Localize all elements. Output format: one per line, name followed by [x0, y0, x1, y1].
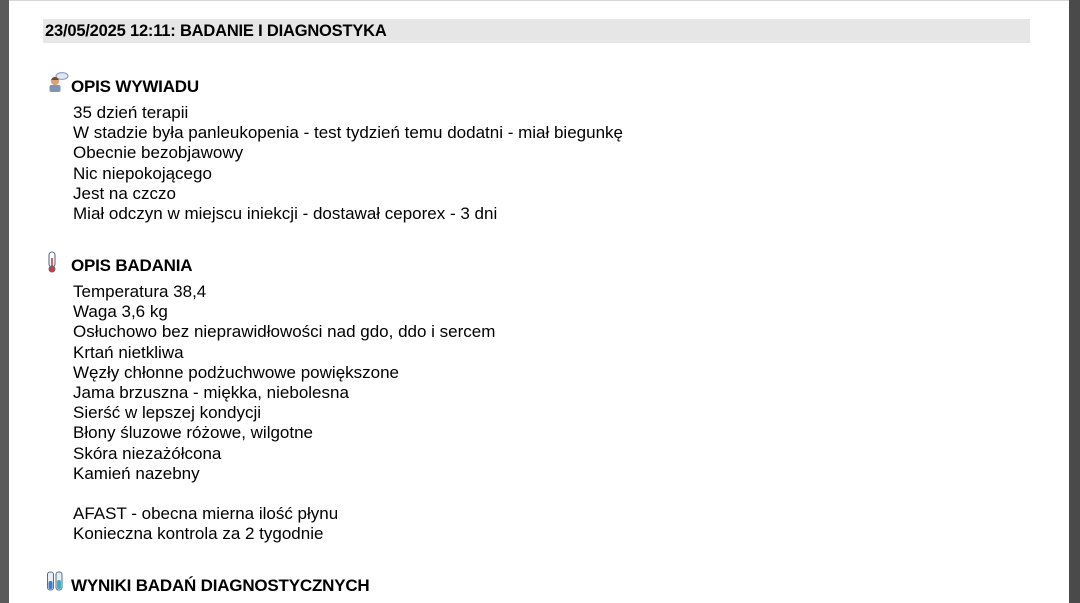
visit-header	[45, 20, 387, 42]
page-edge-shadow	[1069, 0, 1080, 603]
test-tubes-icon	[46, 570, 70, 594]
visit-title: BADANIE I DIAGNOSTYKA	[179, 22, 387, 40]
interview-lines	[73, 103, 623, 224]
examination-line: AFAST - obecna mierna ilość płynu	[73, 504, 339, 524]
examination-line: Skóra niezażółcona	[73, 443, 222, 463]
examination-line: Kamień nazebny	[73, 463, 200, 483]
examination-line	[73, 484, 495, 504]
examination-title: OPIS BADANIA	[71, 256, 193, 275]
examination-line: Węzły chłonne podżuchwowe powiększone	[73, 362, 400, 382]
page-top-border	[9, 0, 1069, 1]
examination-line: Osłuchowo bez nieprawidłowości nad gdo, ddo i sercem	[73, 322, 496, 342]
examination-line: Waga 3,6 kg	[73, 302, 168, 322]
interview-line: Obecnie bezobjawowy	[73, 143, 244, 163]
visit-date-time: 23/05/2025 12:11:	[45, 22, 176, 40]
examination-lines	[73, 282, 495, 544]
diagnostics-title: WYNIKI BADAŃ DIAGNOSTYCZNYCH	[71, 576, 370, 595]
interview-line: Jest na czczo	[73, 183, 176, 203]
examination-line: Konieczna kontrola za 2 tygodnie	[73, 524, 324, 544]
interview-title: OPIS WYWIADU	[71, 77, 199, 96]
examination-line: Błony śluzowe różowe, wilgotne	[73, 423, 314, 443]
interview-line: Miał odczyn w miejscu iniekcji - dostawał ceporex - 3 dni	[73, 203, 498, 223]
interview-line: Nic niepokojącego	[73, 163, 212, 183]
doctor-icon	[46, 70, 70, 94]
examination-line: Sierść w lepszej kondycji	[73, 403, 262, 423]
examination-line: Krtań nietkliwa	[73, 342, 184, 362]
interview-line: W stadzie była panleukopenia - test tydzień temu dodatni - miał biegunkę	[73, 123, 623, 143]
document-page	[9, 0, 1069, 603]
examination-line: Temperatura 38,4	[73, 282, 207, 301]
thermometer-icon	[46, 250, 70, 274]
interview-line: 35 dzień terapii	[73, 103, 189, 122]
examination-line: Jama brzuszna - miękka, niebolesna	[73, 382, 349, 402]
